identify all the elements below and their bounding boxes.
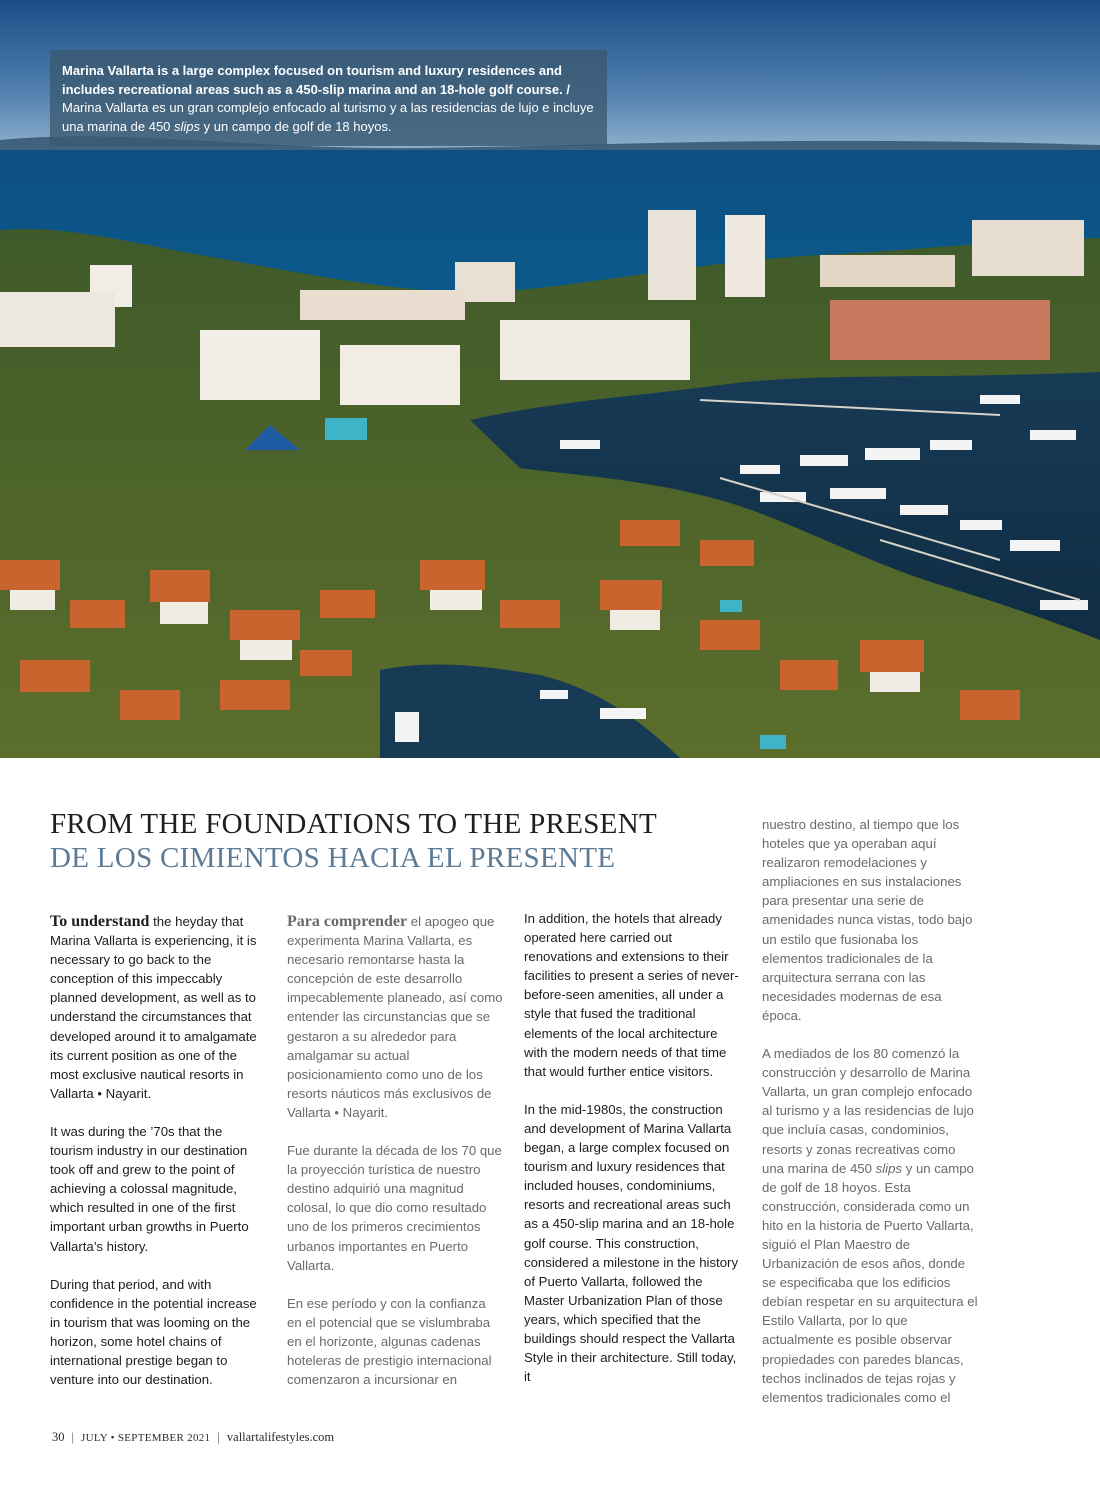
page-number: 30 (52, 1430, 65, 1444)
headline-english: FROM THE FOUNDATIONS TO THE PRESENT (50, 808, 657, 840)
lead-in: To understand (50, 913, 150, 930)
footer-divider: | (71, 1430, 75, 1444)
photo-caption (50, 50, 607, 146)
headline-spanish: DE LOS CIMIENTOS HACIA EL PRESENTE (50, 842, 616, 874)
caption-separator: / (562, 81, 570, 97)
column-spanish-2 (762, 815, 980, 1426)
paragraph (287, 912, 503, 1122)
page-footer (52, 1430, 334, 1445)
paragraph (50, 912, 265, 1103)
paragraph: En ese período y con la confianza en el potencial que se vislumbraba en el horizonte, algunas cadenas hoteleras de prestigio internacional comenzaron a incursionar en (287, 1295, 492, 1388)
paragraph: In the mid-1980s, the construction and development of Marina Vallarta began, a large complex focused on tourism and luxury residences that included houses, condominiums, resorts and recreational areas such as a 450-slip marina and an 18-hole golf course. This construction, considered a milestone in the history of Puerto Vallarta, followed the Master Urbanization Plan of those years, which specified that the buildings should respect the Vallarta Style in their architecture. Still today, it (524, 1101, 739, 1385)
caption-english: Marina Vallarta is a large complex focused on tourism and luxury residences and includes recreational areas such as a 450-slip marina and an 18-hole golf course. (62, 63, 563, 97)
caption-spanish-italic: slips (174, 118, 201, 134)
column-english-1 (50, 912, 265, 1408)
paragraph: In addition, the hotels that already operated here carried out renovations and extensions to their facilities to present a series of never-before-seen amenities, all under a style that fused the traditional elements of the local architecture with the modern needs of that time that would further entice visitors. (524, 911, 739, 1079)
issue-date: JULY • SEPTEMBER 2021 (81, 1432, 211, 1444)
paragraph-text: the heyday that Marina Vallarta is experiencing, it is necessary to go back to the conception of this impeccably planned development, as well as to understand the circumstances that developed around it to amalgamate its current position as one of the most exclusive nautical resorts in Vallarta • Nayarit. (50, 914, 257, 1101)
paragraph-italic: slips (875, 1160, 903, 1176)
column-english-2 (524, 909, 742, 1405)
paragraph: nuestro destino, al tiempo que los hoteles que ya operaban aquí realizaron remodelaciones y ampliaciones en sus instalaciones para presentar una serie de amenidades nunca vistas, todo bajo un estilo que fusionaba los elementos tradicionales de la arquitectura serrana con las necesidades modernas de esa época. (762, 817, 973, 1023)
footer-divider: | (217, 1430, 220, 1444)
paragraph: It was during the ’70s that the tourism industry in our destination took off and grew to the point of achieving a colossal magnitude, which resulted in one of the first important urban growths in Puerto Vallarta’s history. (50, 1123, 249, 1254)
paragraph-text: A mediados de los 80 comenzó la construcción y desarrollo de Marina Vallarta, un gran complejo enfocado al turismo y a las residencias de lujo que incluía casas, condominios, resorts y zonas recreativas como una marina de 450 (762, 1046, 974, 1176)
paragraph: During that period, and with confidence in the potential increase in tourism that was looming on the horizon, some hotel chains of international prestige began to venture into our destination. (50, 1276, 257, 1388)
column-spanish-1 (287, 912, 503, 1408)
paragraph (762, 1044, 980, 1407)
lead-in: Para comprender (287, 913, 408, 930)
paragraph-text: el apogeo que experimenta Marina Vallarta, es necesario remontarse hasta la concepción de este desarrollo impecablemente planeado, así como entender las circunstancias que se gestaron a su alrededor para amalgamar su actual posicionamiento como uno de los resorts náuticos más exclusivos de Vallarta • Nayarit. (287, 914, 503, 1120)
caption-spanish: Marina Vallarta es un gran complejo enfocado al turismo y a las residencias de lujo e incluye una marina de 450 (62, 100, 594, 134)
paragraph-text: y un campo de golf de 18 hoyos. Esta construcción, considerada como un hito en la historia de Puerto Vallarta, siguió el Plan Maestro de Urbanización de esos años, donde se especificaba que los edificios debían respetar en su arquitectura el Estilo Vallarta, por lo que actualmente es posible observar propiedades con paredes blancas, techos inclinados de tejas rojas y elementos tradicionales como el (762, 1160, 978, 1405)
paragraph: Fue durante la década de los 70 que la proyección turística de nuestro destino adquirió una magnitud colosal, lo que dio como resultado uno de los primeros crecimientos urbanos importantes en Puerto Vallarta. (287, 1143, 502, 1273)
caption-spanish-end: y un campo de golf de 18 hoyos. (200, 118, 392, 134)
website-link[interactable]: vallartalifestyles.com (226, 1430, 335, 1444)
